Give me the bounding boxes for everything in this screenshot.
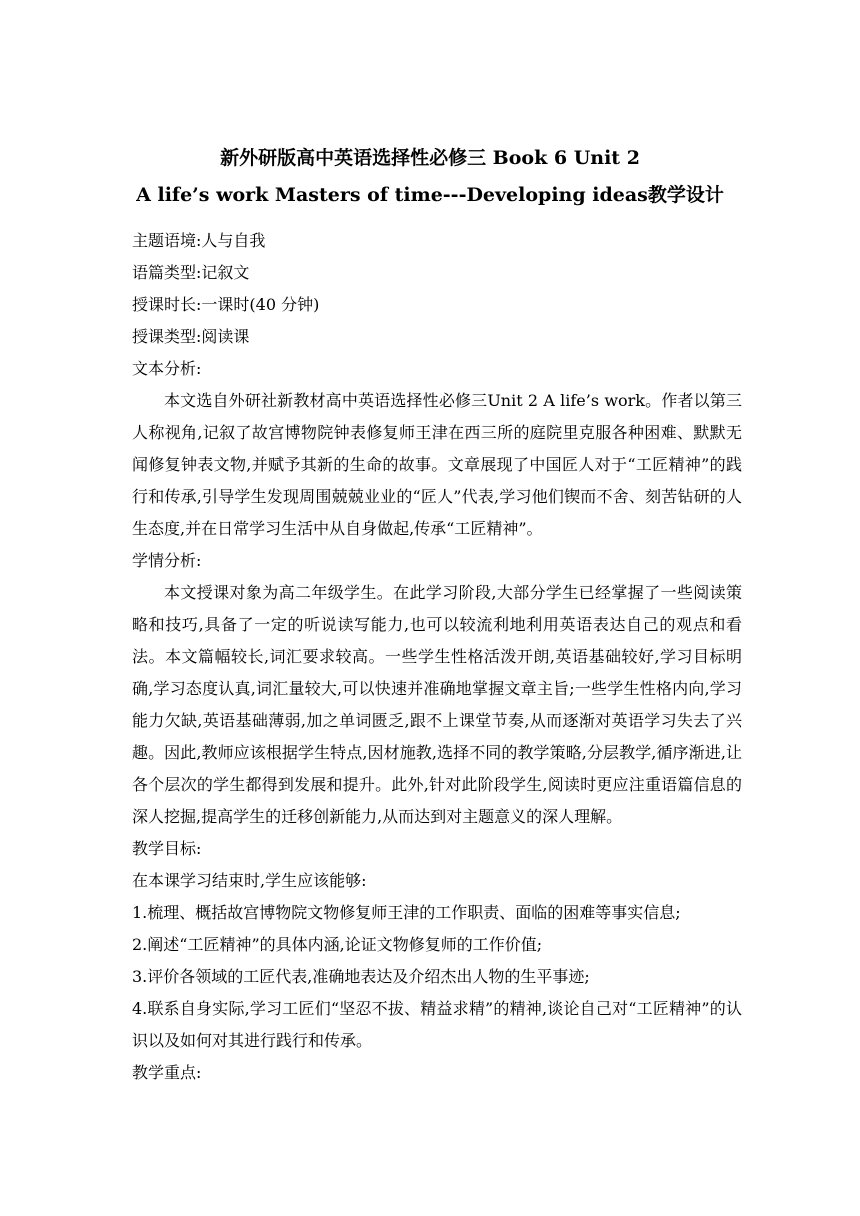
objective-item: 1.梳理、概括故宫博物院文物修复师王津的工作职责、面临的困难等事实信息; [132, 903, 681, 922]
learner-analysis-heading: 学情分析: [132, 551, 202, 570]
document-body [132, 225, 742, 1089]
theme-context-line: 主题语境:人与自我 [132, 231, 266, 250]
document-title-line-2: A life’s work Masters of time---Developing ideas教学设计 [136, 184, 724, 206]
objective-item: 2.阐述“工匠精神”的具体内涵,论证文物修复师的工作价值; [132, 935, 543, 954]
objective-item: 4.联系自身实际,学习工匠们“坚忍不拔、精益求精”的精神,谈论自己对“工匠精神”的认识以及如何对其进行践行和传承。 [132, 999, 742, 1050]
objectives-intro: 在本课学习结束时,学生应该能够: [132, 871, 367, 890]
lesson-type-line: 授课类型:阅读课 [132, 327, 250, 346]
document-title-line-1: 新外研版高中英语选择性必修三 Book 6 Unit 2 [220, 147, 640, 169]
text-analysis-heading: 文本分析: [132, 359, 202, 378]
text-analysis-paragraph: 本文选自外研社新教材高中英语选择性必修三Unit 2 A life’s work。作者以第三人称视角,记叙了故宫博物院钟表修复师王津在西三所的庭院里克服各种困难、默默无闻修复钟表文物,并赋予其新的生命的故事。文章展现了中国匠人对于“工匠精神”的践行和传承,引导学生发现周围兢兢业业的“匠人”代表,学习他们锲而不舍、刻苦钻研的人生态度,并在日常学习生活中从自身做起,传承“工匠精神”。 [132, 391, 742, 538]
objectives-heading: 教学目标: [132, 839, 202, 858]
learner-analysis-paragraph: 本文授课对象为高二年级学生。在此学习阶段,大部分学生已经掌握了一些阅读策略和技巧,具备了一定的听说读写能力,也可以较流利地利用英语表达自己的观点和看法。本文篇幅较长,词汇要求较高。一些学生性格活泼开朗,英语基础较好,学习目标明确,学习态度认真,词汇量较大,可以快速并准确地掌握文章主旨;一些学生性格内向,学习能力欠缺,英语基础薄弱,加之单词匮乏,跟不上课堂节奏,从而逐渐对英语学习失去了兴趣。因此,教师应该根据学生特点,因材施教,选择不同的教学策略,分层教学,循序渐进,让各个层次的学生都得到发展和提升。此外,针对此阶段学生,阅读时更应注重语篇信息的深人挖掘,提高学生的迁移创新能力,从而达到对主题意义的深人理解。 [132, 583, 742, 826]
duration-line: 授课时长:一课时(40 分钟) [132, 295, 320, 314]
objective-item: 3.评价各领域的工匠代表,准确地表达及介绍杰出人物的生平事迹; [132, 967, 590, 986]
text-type-line: 语篇类型:记叙文 [132, 263, 250, 282]
key-points-heading: 教学重点: [132, 1063, 202, 1082]
